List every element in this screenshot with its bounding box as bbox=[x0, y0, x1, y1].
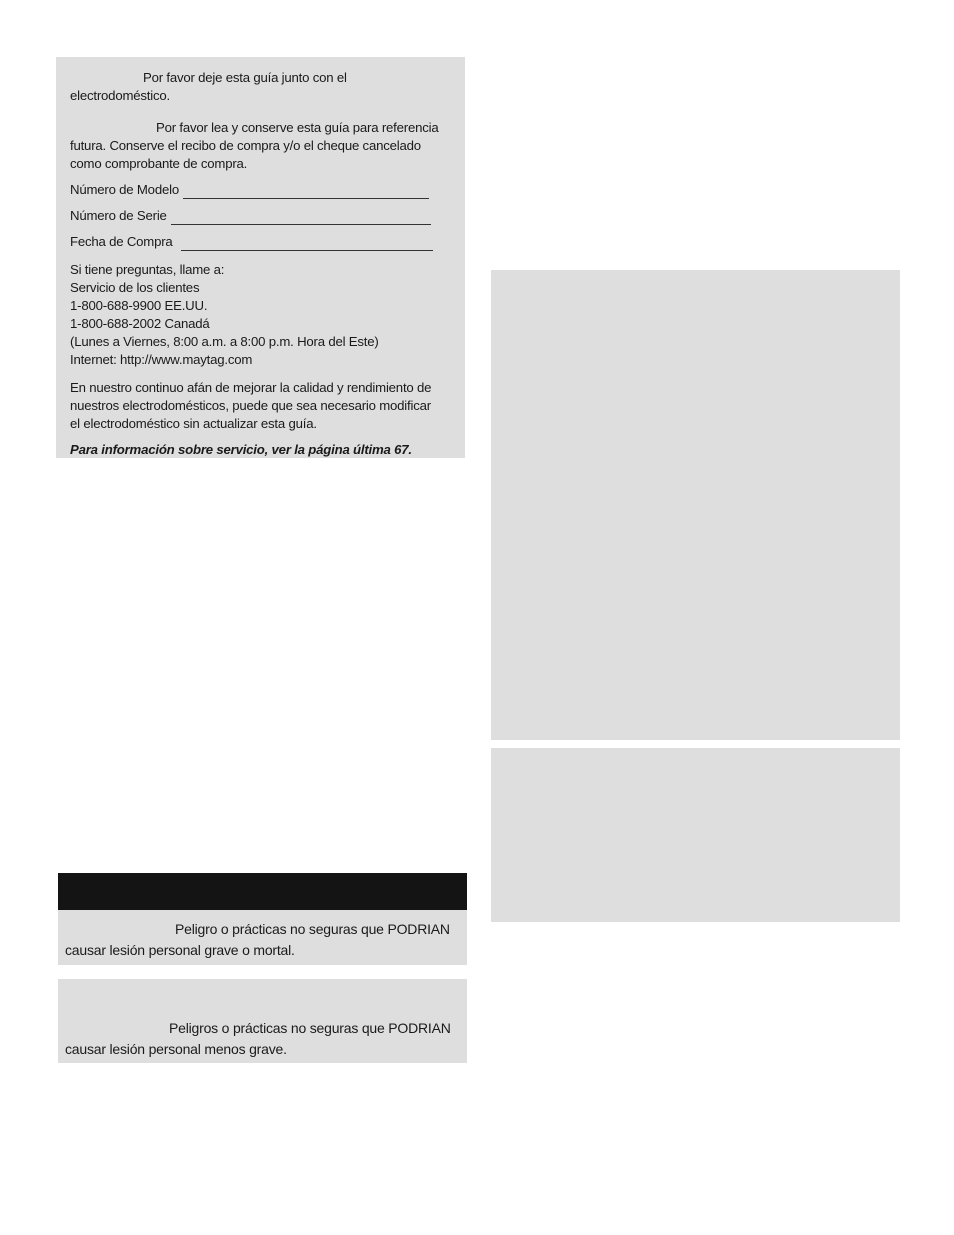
read-keep-line-1: Por favor lea y conserve esta guía para referencia bbox=[156, 120, 439, 135]
contact-line-3: 1-800-688-9900 EE.UU. bbox=[70, 298, 208, 313]
caution-box bbox=[58, 979, 467, 1063]
leave-guide-note bbox=[70, 69, 451, 105]
contact-line-1: Si tiene preguntas, llame a: bbox=[70, 262, 225, 277]
model-number-line[interactable] bbox=[183, 186, 429, 199]
improvement-note bbox=[70, 379, 451, 433]
contact-line-6: Internet: http://www.maytag.com bbox=[70, 352, 253, 367]
leave-guide-line-1: Por favor deje esta guía junto con el bbox=[143, 70, 347, 85]
safety-header-bar bbox=[58, 873, 467, 910]
warning-line-1: Peligro o prácticas no seguras que PODRIAN bbox=[175, 921, 450, 937]
purchase-date-field[interactable] bbox=[70, 233, 451, 251]
improvement-line-2: nuestros electrodomésticos, puede que sea necesario modificar bbox=[70, 398, 431, 413]
serial-number-label: Número de Serie bbox=[70, 208, 167, 223]
model-number-field[interactable] bbox=[70, 181, 451, 199]
improvement-line-3: el electrodoméstico sin actualizar esta guía. bbox=[70, 416, 317, 431]
owner-info-box bbox=[56, 57, 465, 458]
contact-line-5: (Lunes a Viernes, 8:00 a.m. a 8:00 p.m. Hora del Este) bbox=[70, 334, 379, 349]
leave-guide-line-2: electrodoméstico. bbox=[70, 88, 170, 103]
improvement-line-1: En nuestro continuo afán de mejorar la calidad y rendimiento de bbox=[70, 380, 432, 395]
serial-number-field[interactable] bbox=[70, 207, 451, 225]
serial-number-line[interactable] bbox=[171, 212, 431, 225]
right-gray-panel-top bbox=[491, 270, 900, 740]
model-number-label: Número de Modelo bbox=[70, 182, 179, 197]
purchase-date-line[interactable] bbox=[181, 238, 433, 251]
contact-line-2: Servicio de los clientes bbox=[70, 280, 200, 295]
service-note: Para información sobre servicio, ver la página última 67. bbox=[70, 442, 412, 457]
contact-info bbox=[70, 261, 451, 369]
caution-line-1: Peligros o prácticas no seguras que PODRIAN bbox=[169, 1020, 451, 1036]
warning-line-2: causar lesión personal grave o mortal. bbox=[65, 942, 295, 958]
caution-line-2: causar lesión personal menos grave. bbox=[65, 1041, 287, 1057]
contact-line-4: 1-800-688-2002 Canadá bbox=[70, 316, 210, 331]
read-keep-note bbox=[70, 119, 451, 173]
purchase-date-label: Fecha de Compra bbox=[70, 234, 173, 249]
right-gray-panel-bottom bbox=[491, 748, 900, 922]
read-keep-line-3: como comprobante de compra. bbox=[70, 156, 248, 171]
warning-box bbox=[58, 910, 467, 965]
read-keep-line-2: futura. Conserve el recibo de compra y/o el cheque cancelado bbox=[70, 138, 421, 153]
